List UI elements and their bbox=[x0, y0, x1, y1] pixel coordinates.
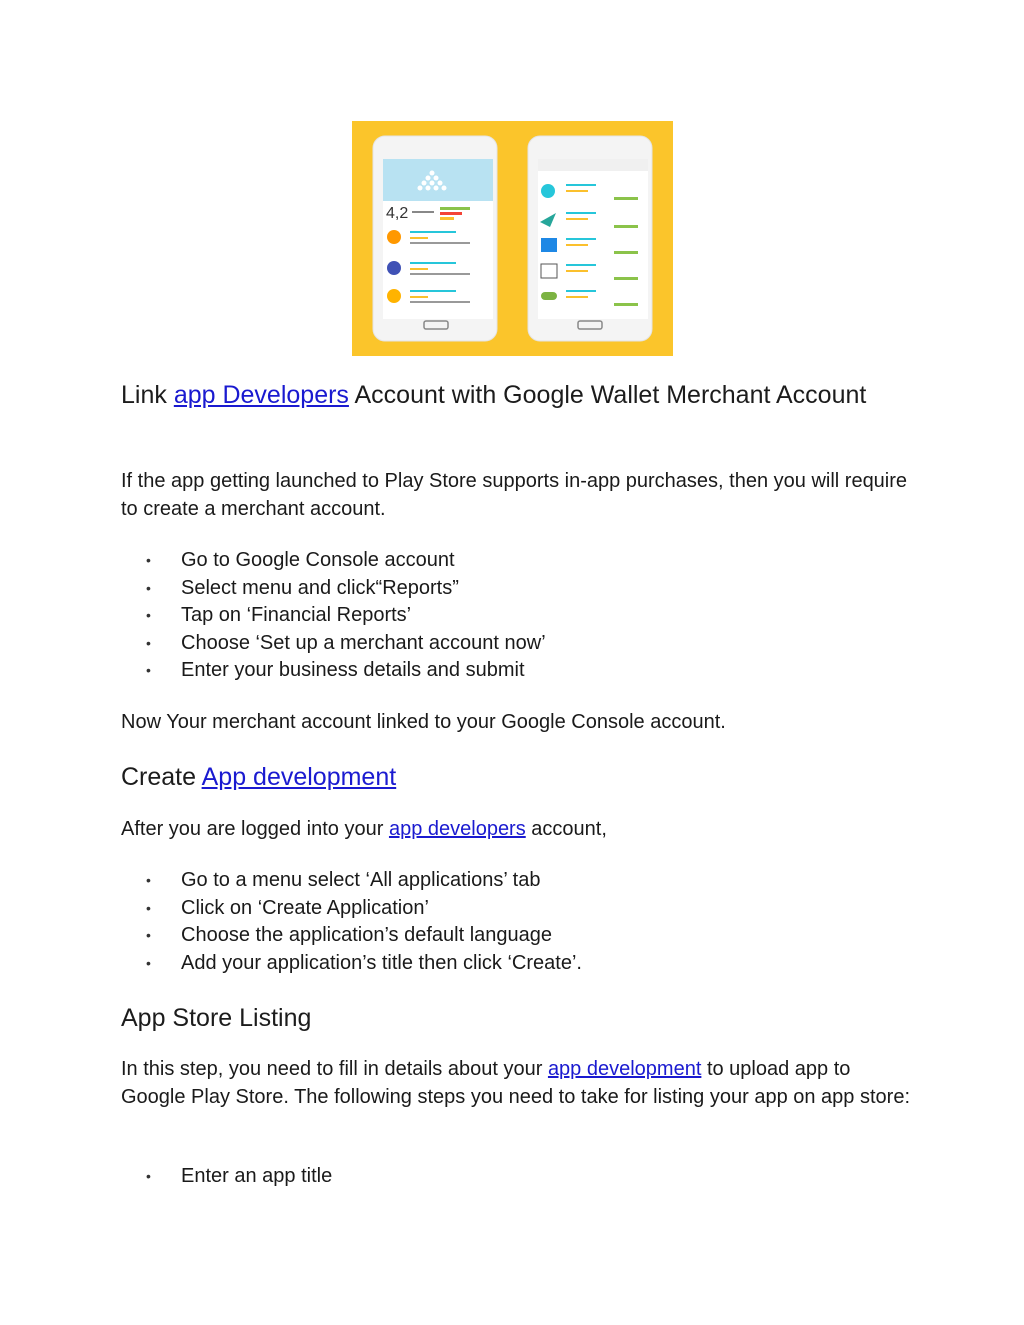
list-item: • Tap on ‘Financial Reports’ bbox=[121, 602, 911, 630]
merchant-steps-list bbox=[121, 547, 911, 685]
paragraph-store-listing bbox=[121, 1055, 911, 1111]
list-item: • Click on ‘Create Application’ bbox=[121, 895, 911, 923]
paragraph-text: In this step, you need to fill in details about your bbox=[121, 1058, 548, 1080]
create-app-steps-list bbox=[121, 867, 911, 977]
section-heading-link-account bbox=[121, 378, 881, 412]
phones-illustration bbox=[352, 121, 673, 356]
paragraph-text: account, bbox=[525, 818, 607, 840]
paragraph-logged-in bbox=[121, 815, 911, 843]
list-item: • Choose the application’s default language bbox=[121, 922, 911, 950]
paragraph-outro: Now Your merchant account linked to your Google Console account. bbox=[121, 711, 726, 733]
rating-text: 4,2 bbox=[386, 205, 409, 222]
list-item: • Add your application’s title then click ‘Create’. bbox=[121, 950, 911, 978]
app-development-link[interactable]: App development bbox=[201, 763, 397, 791]
list-item: • Select menu and click“Reports” bbox=[121, 575, 911, 603]
heading-text: Link bbox=[121, 381, 174, 409]
paragraph-text: After you are logged into your bbox=[121, 818, 389, 840]
section-heading-create-app bbox=[121, 760, 881, 794]
list-item: • Go to a menu select ‘All applications’ tab bbox=[121, 867, 911, 895]
app-developers-inline-link[interactable]: app developers bbox=[388, 818, 526, 840]
list-item: • Enter your business details and submit bbox=[121, 657, 911, 685]
app-developers-link[interactable]: app Developers bbox=[173, 381, 349, 409]
list-item: • Enter an app title bbox=[121, 1163, 911, 1191]
heading-text: Account with Google Wallet Merchant Account bbox=[348, 381, 867, 409]
paragraph-intro: If the app getting launched to Play Store supports in-app purchases, then you will require to create a merchant account. bbox=[121, 470, 908, 520]
store-listing-steps-list bbox=[121, 1163, 911, 1191]
heading-text: Create bbox=[121, 763, 202, 791]
list-item: • Go to Google Console account bbox=[121, 547, 911, 575]
app-development-inline-link[interactable]: app development bbox=[547, 1058, 702, 1080]
paragraph-text: to upload app to Google Play Store. The following steps you need to take for listing your app on app store: bbox=[121, 1058, 910, 1108]
section-heading-store-listing: App Store Listing bbox=[121, 1004, 312, 1032]
list-item: • Choose ‘Set up a merchant account now’ bbox=[121, 630, 911, 658]
hero-illustration bbox=[352, 121, 673, 356]
